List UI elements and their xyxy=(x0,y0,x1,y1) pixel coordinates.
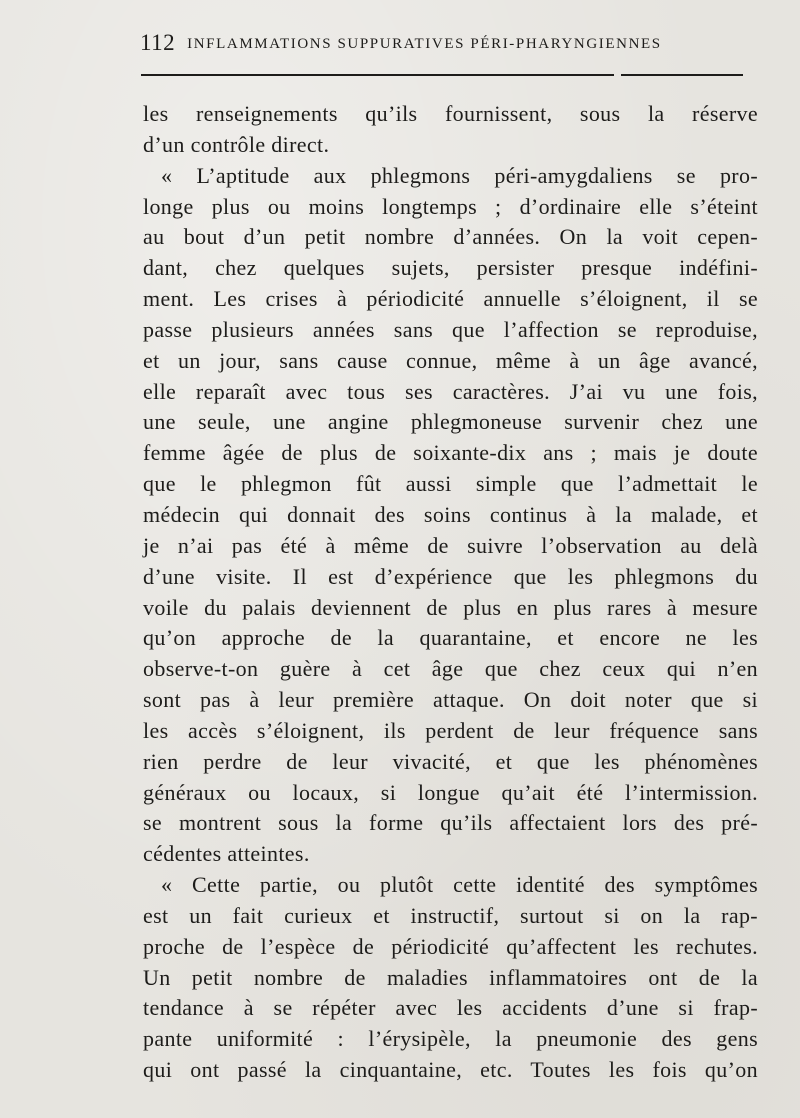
text-line: longe plus ou moins longtemps ; d’ordinaire elle s’éteint xyxy=(143,193,758,219)
text-line: rien perdre de leur vivacité, et que les phénomènes xyxy=(143,748,758,774)
text-line: au bout d’un petit nombre d’années. On la voit cepen- xyxy=(143,224,758,250)
text-line: généraux ou locaux, si longue qu’ait été l’intermission. xyxy=(143,779,758,805)
running-title: INFLAMMATIONS SUPPURATIVES PÉRI-PHARYNGIENNES xyxy=(187,36,662,52)
text-line: elle reparaît avec tous ses caractères. J’ai vu une fois, xyxy=(143,378,758,404)
text-line: qu’on approche de la quarantaine, et encore ne les xyxy=(143,625,758,651)
text-line: je n’ai pas été à même de suivre l’observation au delà xyxy=(143,532,758,558)
text-line: d’un contrôle direct. xyxy=(143,131,330,157)
text-line: tendance à se répéter avec les accidents d’une si frap- xyxy=(143,995,758,1021)
header-rule-right xyxy=(621,74,743,76)
text-line: observe-t-on guère à cet âge que chez ceux qui n’en xyxy=(143,656,758,682)
text-line: proche de l’espèce de périodicité qu’affectent les rechutes. xyxy=(143,933,758,959)
text-line: les renseignements qu’ils fournissent, sous la réserve xyxy=(143,101,758,126)
text-line: femme âgée de plus de soixante-dix ans ; mais je doute xyxy=(143,440,758,466)
text-line: « L’aptitude aux phlegmons péri-amygdaliens se pro- xyxy=(161,162,758,188)
text-line: est un fait curieux et instructif, surtout si on la rap- xyxy=(143,902,758,928)
text-line: médecin qui donnait des soins continus à la malade, et xyxy=(143,501,758,527)
text-line: d’une visite. Il est d’expérience que les phlegmons du xyxy=(143,563,758,589)
body-text xyxy=(143,99,758,1086)
text-line: passe plusieurs années sans que l’affection se reproduise, xyxy=(143,316,758,342)
page-number: 112 xyxy=(140,30,176,55)
text-line: Un petit nombre de maladies inflammatoires ont de la xyxy=(143,964,758,990)
text-line: se montrent sous la forme qu’ils affectaient lors des pré- xyxy=(143,810,758,836)
text-line: sont pas à leur première attaque. On doit noter que si xyxy=(143,687,758,713)
running-head xyxy=(140,30,760,60)
text-line: qui ont passé la cinquantaine, etc. Toutes les fois qu’on xyxy=(143,1057,758,1083)
header-rule-left xyxy=(141,74,614,76)
text-line: « Cette partie, ou plutôt cette identité des symptômes xyxy=(161,872,758,898)
text-line: ment. Les crises à périodicité annuelle s’éloignent, il se xyxy=(143,286,758,312)
text-line: les accès s’éloignent, ils perdent de leur fréquence sans xyxy=(143,717,758,743)
text-line: une seule, une angine phlegmoneuse survenir chez une xyxy=(143,409,758,435)
text-line: et un jour, sans cause connue, même à un âge avancé, xyxy=(143,347,758,373)
text-line: pante uniformité : l’érysipèle, la pneumonie des gens xyxy=(143,1026,758,1052)
text-line: voile du palais deviennent de plus en plus rares à mesure xyxy=(143,594,758,620)
text-line: dant, chez quelques sujets, persister presque indéfini- xyxy=(143,255,758,281)
text-line: cédentes atteintes. xyxy=(143,841,310,867)
text-line: que le phlegmon fût aussi simple que l’admettait le xyxy=(143,471,758,497)
